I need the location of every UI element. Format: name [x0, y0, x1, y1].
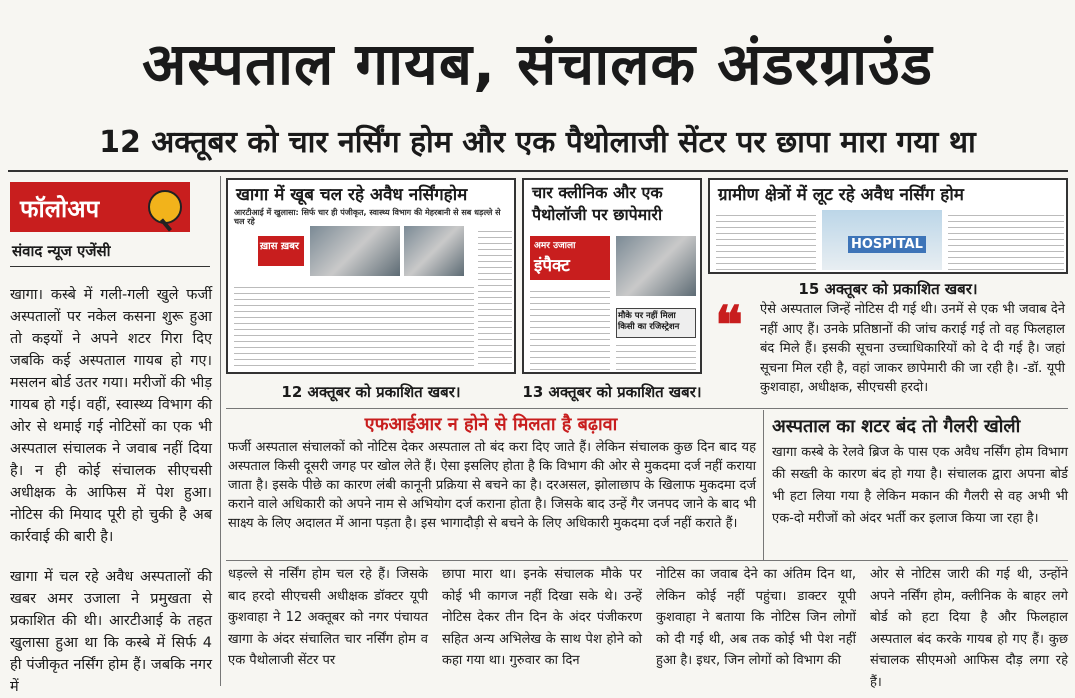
fir-box-text: फर्जी अस्पताल संचालकों को नोटिस देकर अस्पताल तो बंद करा दिए जाते हैं। लेकिन संचालक कुछ दिन बाद यह अस्पताल किसी दूसरी जगह पर खोल लेते हैं। ऐसा इसलिए होता है कि विभाग की ओर से मुकदमा दर्ज नहीं कराया जाता है। इसके पीछे का कारण लंबी कानूनी प्रक्रिया से बचने का है। दरअसल, झोलाछाप के खिलाफ मुकदमा दर्ज कराने वाले अधिकारी को अपने नाम से अभियोग दर्ज कराना होता है। जिसके बाद उन्हें गैर जनपद जाने के बाद भी साक्ष्य के लिए अदालत में आना पड़ता है। इस भागादौड़ी से बचने के लिए अधिकारी मुकदमा दर्ज नहीं कराते हैं। — [228, 440, 756, 531]
clipping-13-oct — [522, 178, 702, 374]
clip-strap: आरटीआई में खुलासा: सिर्फ चार ही पंजीकृत, स्वास्थ्य विभाग की मेहरबानी से सब धड़ल्ले से चल रहे — [234, 208, 501, 226]
left-column-para-1: खागा। कस्बे में गली-गली खुले फर्जी अस्पतालों पर नकेल कसना शुरू हुआ तो कइयों ने अपने शटर गिरा दिए जबकि कई अस्पताल गायब हो गए। मसलन बोर्ड उतर गया। मरीजों की भीड़ गायब हो गई। वहीं, स्वास्थ्य विभाग की ओर से थमाई गई नोटिसों का एक भी अस्पताल संचालक ने जवाब नहीं दिया है। न ही कोई संचालक सीएचसी अधीक्षक के आफिस में पेश हुआ। नोटिस की मियाद पूरी हो चुकी है अब कार्रवाई की बारी है। — [10, 287, 212, 545]
official-quote: ऐसे अस्पताल जिन्हें नोटिस दी गई थी। उनमें से एक भी जवाब देने नहीं आए हैं। उनके प्रतिष्ठानों की जांच कराई गई तो वह फिलहाल बंद मिले हैं। इसकी सूचना उच्चाधिकारियों को दे दी गई है। जहां सूचना मिल रही है, वहां जाकर छापेमारी की जा रही है। -डॉ. यूपी कुशवाहा, अधीक्षक, सीएचसी हरदो। — [760, 302, 1065, 395]
clip-badge — [530, 236, 610, 280]
page-subheadline: 12 अक्तूबर को चार नर्सिंग होम और एक पैथोलाजी सेंटर पर छापा मारा गया था — [99, 125, 976, 160]
divider — [8, 170, 1068, 172]
bottom-column-3: नोटिस का जवाब देने का अंतिम दिन था, लेकिन कोई नहीं पहुंचा। डाक्टर यूपी कुशवाहा ने बताया कि नोटिस जिन लोगों को दी गई थी, अब तक कोई भी पेश नहीं हुआ है। इधर, जिन लोगों को विभाग की — [656, 567, 856, 668]
bottom-column-4: ओर से नोटिस जारी की गई थी, उन्होंने अपने नर्सिंग होम, क्लीनिक के बाहर लगे बोर्ड को हटा दिया है और फिलहाल अस्पताल बंद करके गायब हो गए हैं। कुछ संचालक सीएमओ आफिस दौड़ लगा रहे हैं। — [870, 567, 1068, 690]
shutter-box-title: अस्पताल का शटर बंद तो गैलरी खोली — [772, 416, 1021, 437]
clip-text-lines — [616, 340, 696, 370]
followup-label: फॉलोअप — [20, 195, 100, 223]
clip-text-lines — [234, 282, 474, 368]
column-divider — [763, 410, 764, 560]
page-headline: अस्पताल गायब, संचालक अंडरग्राउंड — [142, 30, 933, 98]
followup-badge — [10, 182, 190, 232]
clip-caption: 13 अक्तूबर को प्रकाशित खबर। — [522, 383, 702, 401]
clip-title: खागा में खूब चल रहे अवैध नर्सिंगहोम — [236, 185, 468, 205]
clip-text-lines — [478, 226, 512, 366]
clip-badge: ख़ास ख़बर — [258, 236, 304, 266]
clip-photo — [404, 226, 464, 276]
clip-photo — [310, 226, 400, 276]
clip-text-lines — [716, 210, 816, 270]
clipping-15-oct — [708, 178, 1068, 274]
bottom-column-2: छापा मारा था। इनके संचालक मौके पर कोई भी कागज नहीं दिखा सके थे। उन्हें नोटिस देकर तीन दिन के अंदर पंजीकरण सहित अन्य अभिलेख के साथ पेश होने को कहा गया था। गुरुवार का दिन — [442, 567, 642, 668]
clip-badge-top: अमर उजाला — [534, 241, 576, 251]
clip-box: मौके पर नहीं मिला किसी का रजिस्ट्रेशन — [616, 308, 696, 338]
fir-box-title: एफआईआर न होने से मिलता है बढ़ावा — [364, 414, 618, 435]
clip-title: चार क्लीनिक और एक पैथोलॉजी पर छापेमारी — [532, 183, 663, 224]
agency-byline: संवाद न्यूज एजेंसी — [12, 242, 111, 260]
clip-badge-label: इंपैक्ट — [534, 256, 570, 276]
clip-caption: 12 अक्तूबर को प्रकाशित खबर। — [281, 383, 461, 401]
hospital-sign: HOSPITAL — [848, 236, 926, 253]
clip-text-lines — [948, 210, 1064, 270]
column-divider — [220, 176, 221, 686]
clip-caption: 15 अक्तूबर को प्रकाशित खबर। — [798, 280, 978, 298]
divider — [226, 408, 1068, 409]
quote-mark-icon: ❝ — [715, 295, 743, 356]
microphone-icon — [148, 190, 182, 224]
clip-photo — [616, 236, 696, 296]
divider — [226, 560, 1068, 561]
clip-title: ग्रामीण क्षेत्रों में लूट रहे अवैध नर्सिंग होम — [718, 185, 964, 205]
clip-text-lines — [530, 286, 610, 370]
left-column-para-2: खागा में चल रहे अवैध अस्पतालों की खबर अमर उजाला ने प्रमुखता से प्रकाशित की थी। आरटीआई के तहत खुलासा हुआ था कि कस्बे में सिर्फ 4 ही पंजीकृत नर्सिंग होम हैं। जबकि नगर में — [10, 569, 212, 695]
shutter-box-text: खागा कस्बे के रेलवे ब्रिज के पास एक अवैध नर्सिंग होम विभाग की सख्ती के कारण बंद हो गया है। संचालक द्वारा अपना बोर्ड भी हटा लिया गया है लेकिन मकान की गैलरी से वह अभी भी एक-दो मरीजों को अंदर भर्ती कर इलाज किया जा रहा है। — [772, 445, 1068, 526]
divider — [10, 266, 210, 267]
bottom-column-1: धड़ल्ले से नर्सिंग होम चल रहे हैं। जिसके बाद हरदो सीएचसी अधीक्षक डॉक्टर यूपी कुशवाहा ने 12 अक्तूबर को नगर पंचायत खागा के अंदर संचालित चार नर्सिंग होम व एक पैथोलाजी सेंटर पर — [228, 567, 428, 668]
clipping-12-oct — [226, 178, 516, 374]
